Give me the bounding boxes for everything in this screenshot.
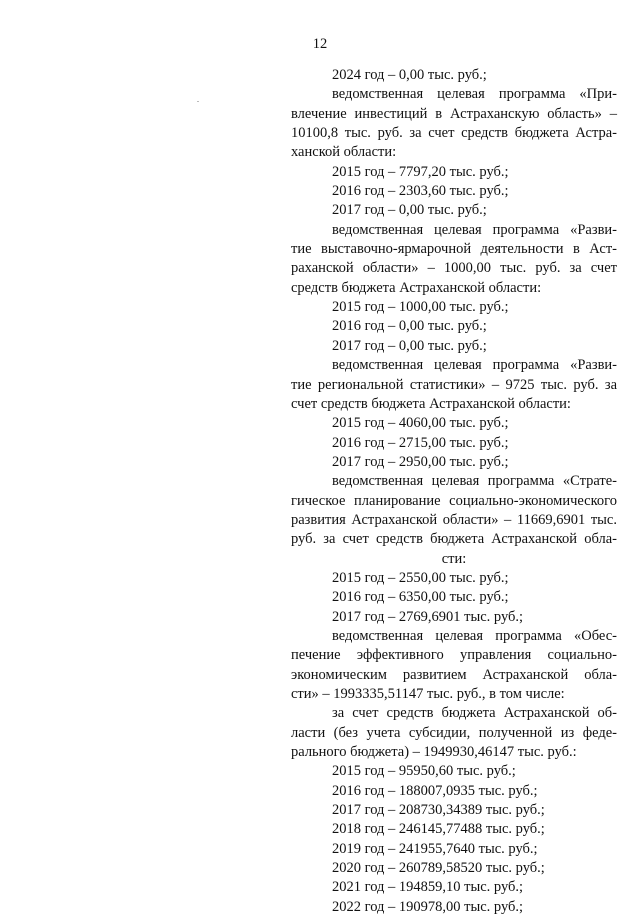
text-line: 10100,8 тыс. руб. за счет средств бюджета Астра- xyxy=(291,125,617,142)
budget-year-line: 2016 год – 2715,00 тыс. руб.; xyxy=(332,434,509,451)
budget-year-line: 2015 год – 4060,00 тыс. руб.; xyxy=(332,415,509,432)
budget-year-line: 2017 год – 2769,6901 тыс. руб.; xyxy=(332,608,524,625)
text-line: счет средств бюджета Астраханской области: xyxy=(291,395,571,412)
text-line: тие региональной статистики» – 9725 тыс. руб. за xyxy=(291,376,617,393)
scan-speck xyxy=(197,101,199,102)
page-number: 12 xyxy=(312,36,328,52)
budget-year-line: 2017 год – 0,00 тыс. руб.; xyxy=(332,202,487,219)
budget-year-line: 2018 год – 246145,77488 тыс. руб.; xyxy=(332,821,545,838)
budget-year-line: 2015 год – 2550,00 тыс. руб.; xyxy=(332,569,509,586)
text-line: за счет средств бюджета Астраханской об- xyxy=(332,705,617,722)
budget-year-line: 2020 год – 260789,58520 тыс. руб.; xyxy=(332,860,545,877)
budget-year-line: 2017 год – 2950,00 тыс. руб.; xyxy=(332,453,509,470)
budget-year-line: 2016 год – 6350,00 тыс. руб.; xyxy=(332,589,509,606)
budget-year-line: 2019 год – 241955,7640 тыс. руб.; xyxy=(332,840,538,857)
budget-year-line: 2021 год – 194859,10 тыс. руб.; xyxy=(332,879,524,896)
text-line: тие выставочно-ярмарочной деятельности в Аст- xyxy=(291,241,617,258)
text-line: сти» – 1993335,51147 тыс. руб., в том числе: xyxy=(291,686,565,702)
budget-year-line: 2017 год – 0,00 тыс. руб.; xyxy=(332,337,487,354)
text-line: ведомственная целевая программа «Обес- xyxy=(332,627,617,644)
budget-year-line: 2024 год – 0,00 тыс. руб.; xyxy=(332,67,487,83)
budget-year-line: 2016 год – 2303,60 тыс. руб.; xyxy=(332,183,509,200)
text-line: развития Астраханской области» – 11669,6901 тыс. xyxy=(291,511,617,528)
text-line: экономическим развитием Астраханской обла- xyxy=(291,666,617,683)
text-line: ведомственная целевая программа «Разви- xyxy=(332,221,617,238)
text-line: средств бюджета Астраханской области: xyxy=(291,279,542,296)
budget-year-line: 2016 год – 0,00 тыс. руб.; xyxy=(332,318,487,335)
text-line: рального бюджета) – 1949930,46147 тыс. руб.: xyxy=(291,744,577,761)
text-line: сти: xyxy=(441,550,467,567)
text-line: ласти (без учета субсидии, полученной из феде- xyxy=(291,724,617,741)
text-line: ведомственная целевая программа «Страте- xyxy=(332,473,617,490)
text-line: руб. за счет средств бюджета Астраханской обла- xyxy=(291,531,617,548)
text-line: печение эффективного управления социально- xyxy=(291,647,617,664)
budget-year-line: 2015 год – 95950,60 тыс. руб.; xyxy=(332,763,516,780)
text-line: ведомственная целевая программа «Разви- xyxy=(332,357,617,374)
text-line: влечение инвестиций в Астраханскую область» – xyxy=(291,105,617,122)
text-line: ханской области: xyxy=(291,144,397,161)
text-line: раханской области» – 1000,00 тыс. руб. за счет xyxy=(291,260,617,277)
budget-year-line: 2017 год – 208730,34389 тыс. руб.; xyxy=(332,802,545,819)
text-line: ведомственная целевая программа «При- xyxy=(332,86,617,103)
budget-year-line: 2015 год – 1000,00 тыс. руб.; xyxy=(332,299,509,316)
budget-year-line: 2015 год – 7797,20 тыс. руб.; xyxy=(332,163,509,180)
text-line: гическое планирование социально-экономического xyxy=(291,492,617,509)
budget-year-line: 2022 год – 190978,00 тыс. руб.; xyxy=(332,898,524,915)
budget-year-line: 2016 год – 188007,0935 тыс. руб.; xyxy=(332,782,538,799)
document-body xyxy=(291,66,617,917)
